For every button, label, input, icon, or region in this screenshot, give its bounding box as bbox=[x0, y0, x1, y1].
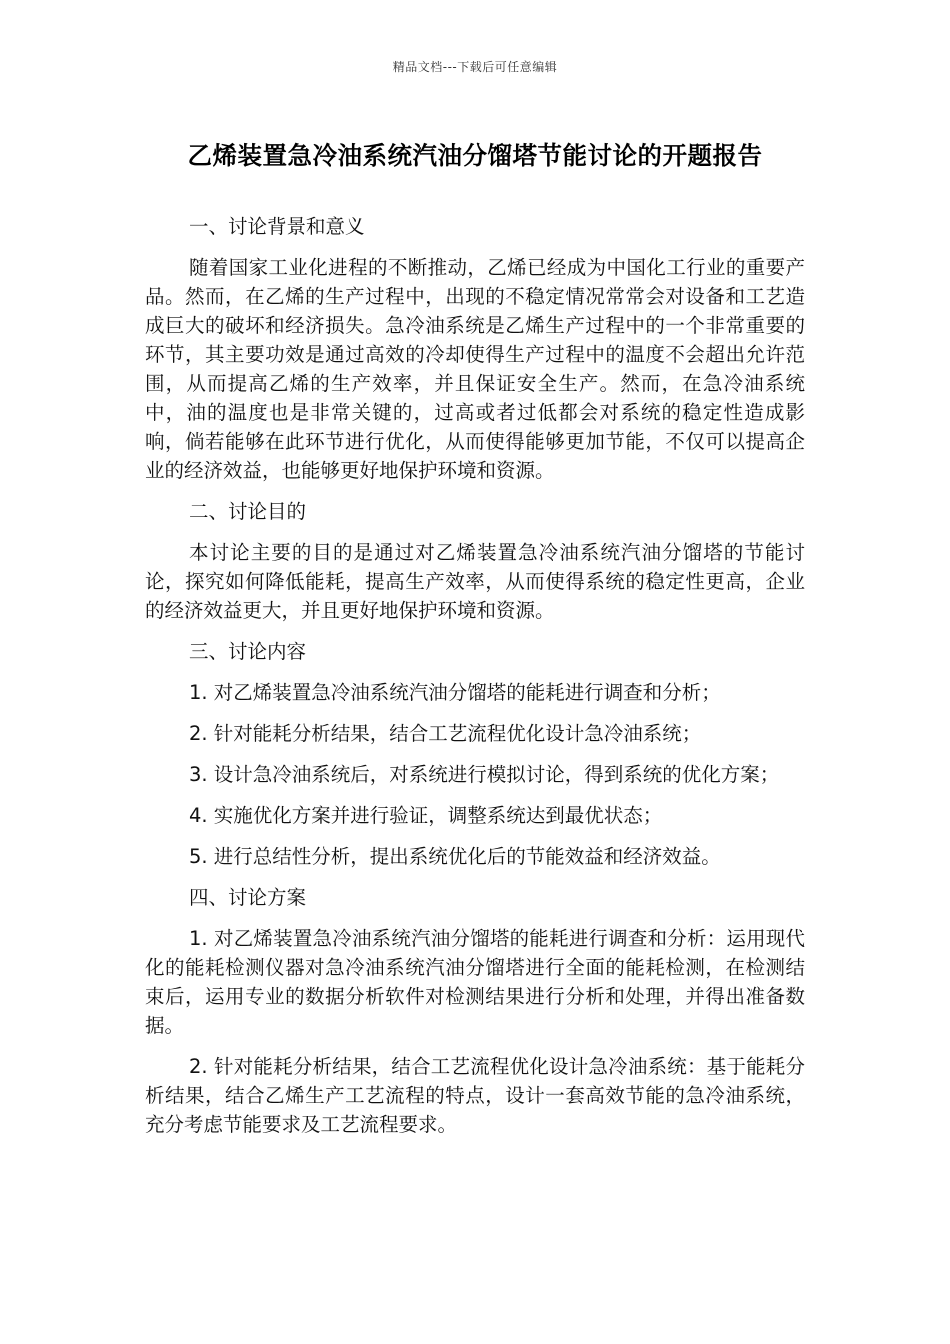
paragraph-plan-2: 2. 针对能耗分析结果，结合工艺流程优化设计急冷油系统：基于能耗分析结果，结合乙烯生产工艺流程的特点，设计一套高效节能的急冷油系统，充分考虑节能要求及工艺流程要求。 bbox=[145, 1055, 805, 1136]
paragraph-purpose: 本讨论主要的目的是通过对乙烯装置急冷油系统汽油分馏塔的节能讨论，探究如何降低能耗，提高生产效率，从而使得系统的稳定性更高，企业的经济效益更大，并且更好地保护环境和资源。 bbox=[145, 541, 805, 622]
section-heading-purpose: 二、讨论目的 bbox=[189, 500, 307, 523]
document-title: 乙烯装置急冷油系统汽油分馏塔节能讨论的开题报告 bbox=[187, 141, 763, 170]
header-note: 精品文档---下载后可任意编辑 bbox=[392, 60, 558, 74]
section-heading-background: 一、讨论背景和意义 bbox=[189, 215, 365, 238]
list-item: 5. 进行总结性分析，提出系统优化后的节能效益和经济效益。 bbox=[189, 845, 721, 868]
section-heading-content: 三、讨论内容 bbox=[189, 640, 307, 663]
document-body bbox=[145, 212, 805, 1151]
paragraph-plan-1: 1. 对乙烯装置急冷油系统汽油分馏塔的能耗进行调查和分析：运用现代化的能耗检测仪器对急冷油系统汽油分馏塔进行全面的能耗检测，在检测结束后，运用专业的数据分析软件对检测结果进行分析和处理，并得出准备数据。 bbox=[145, 927, 805, 1037]
section-heading-plan: 四、讨论方案 bbox=[189, 886, 307, 909]
list-item: 1. 对乙烯装置急冷油系统汽油分馏塔的能耗进行调查和分析； bbox=[189, 681, 721, 704]
list-item: 2. 针对能耗分析结果，结合工艺流程优化设计急冷油系统； bbox=[189, 722, 702, 745]
paragraph-background: 随着国家工业化进程的不断推动，乙烯已经成为中国化工行业的重要产品。然而，在乙烯的生产过程中，出现的不稳定情况常常会对设备和工艺造成巨大的破坏和经济损失。急冷油系统是乙烯生产过程中的一个非常重要的环节，其主要功效是通过高效的冷却使得生产过程中的温度不会超出允许范围，从而提高乙烯的生产效率，并且保证安全生产。然而，在急冷油系统中，油的温度也是非常关键的，过高或者过低都会对系统的稳定性造成影响，倘若能够在此环节进行优化，从而使得能够更加节能，不仅可以提高企业的经济效益，也能够更好地保护环境和资源。 bbox=[145, 256, 805, 482]
list-item: 3. 设计急冷油系统后，对系统进行模拟讨论，得到系统的优化方案； bbox=[189, 763, 780, 786]
list-item: 4. 实施优化方案并进行验证，调整系统达到最优状态； bbox=[189, 804, 663, 827]
